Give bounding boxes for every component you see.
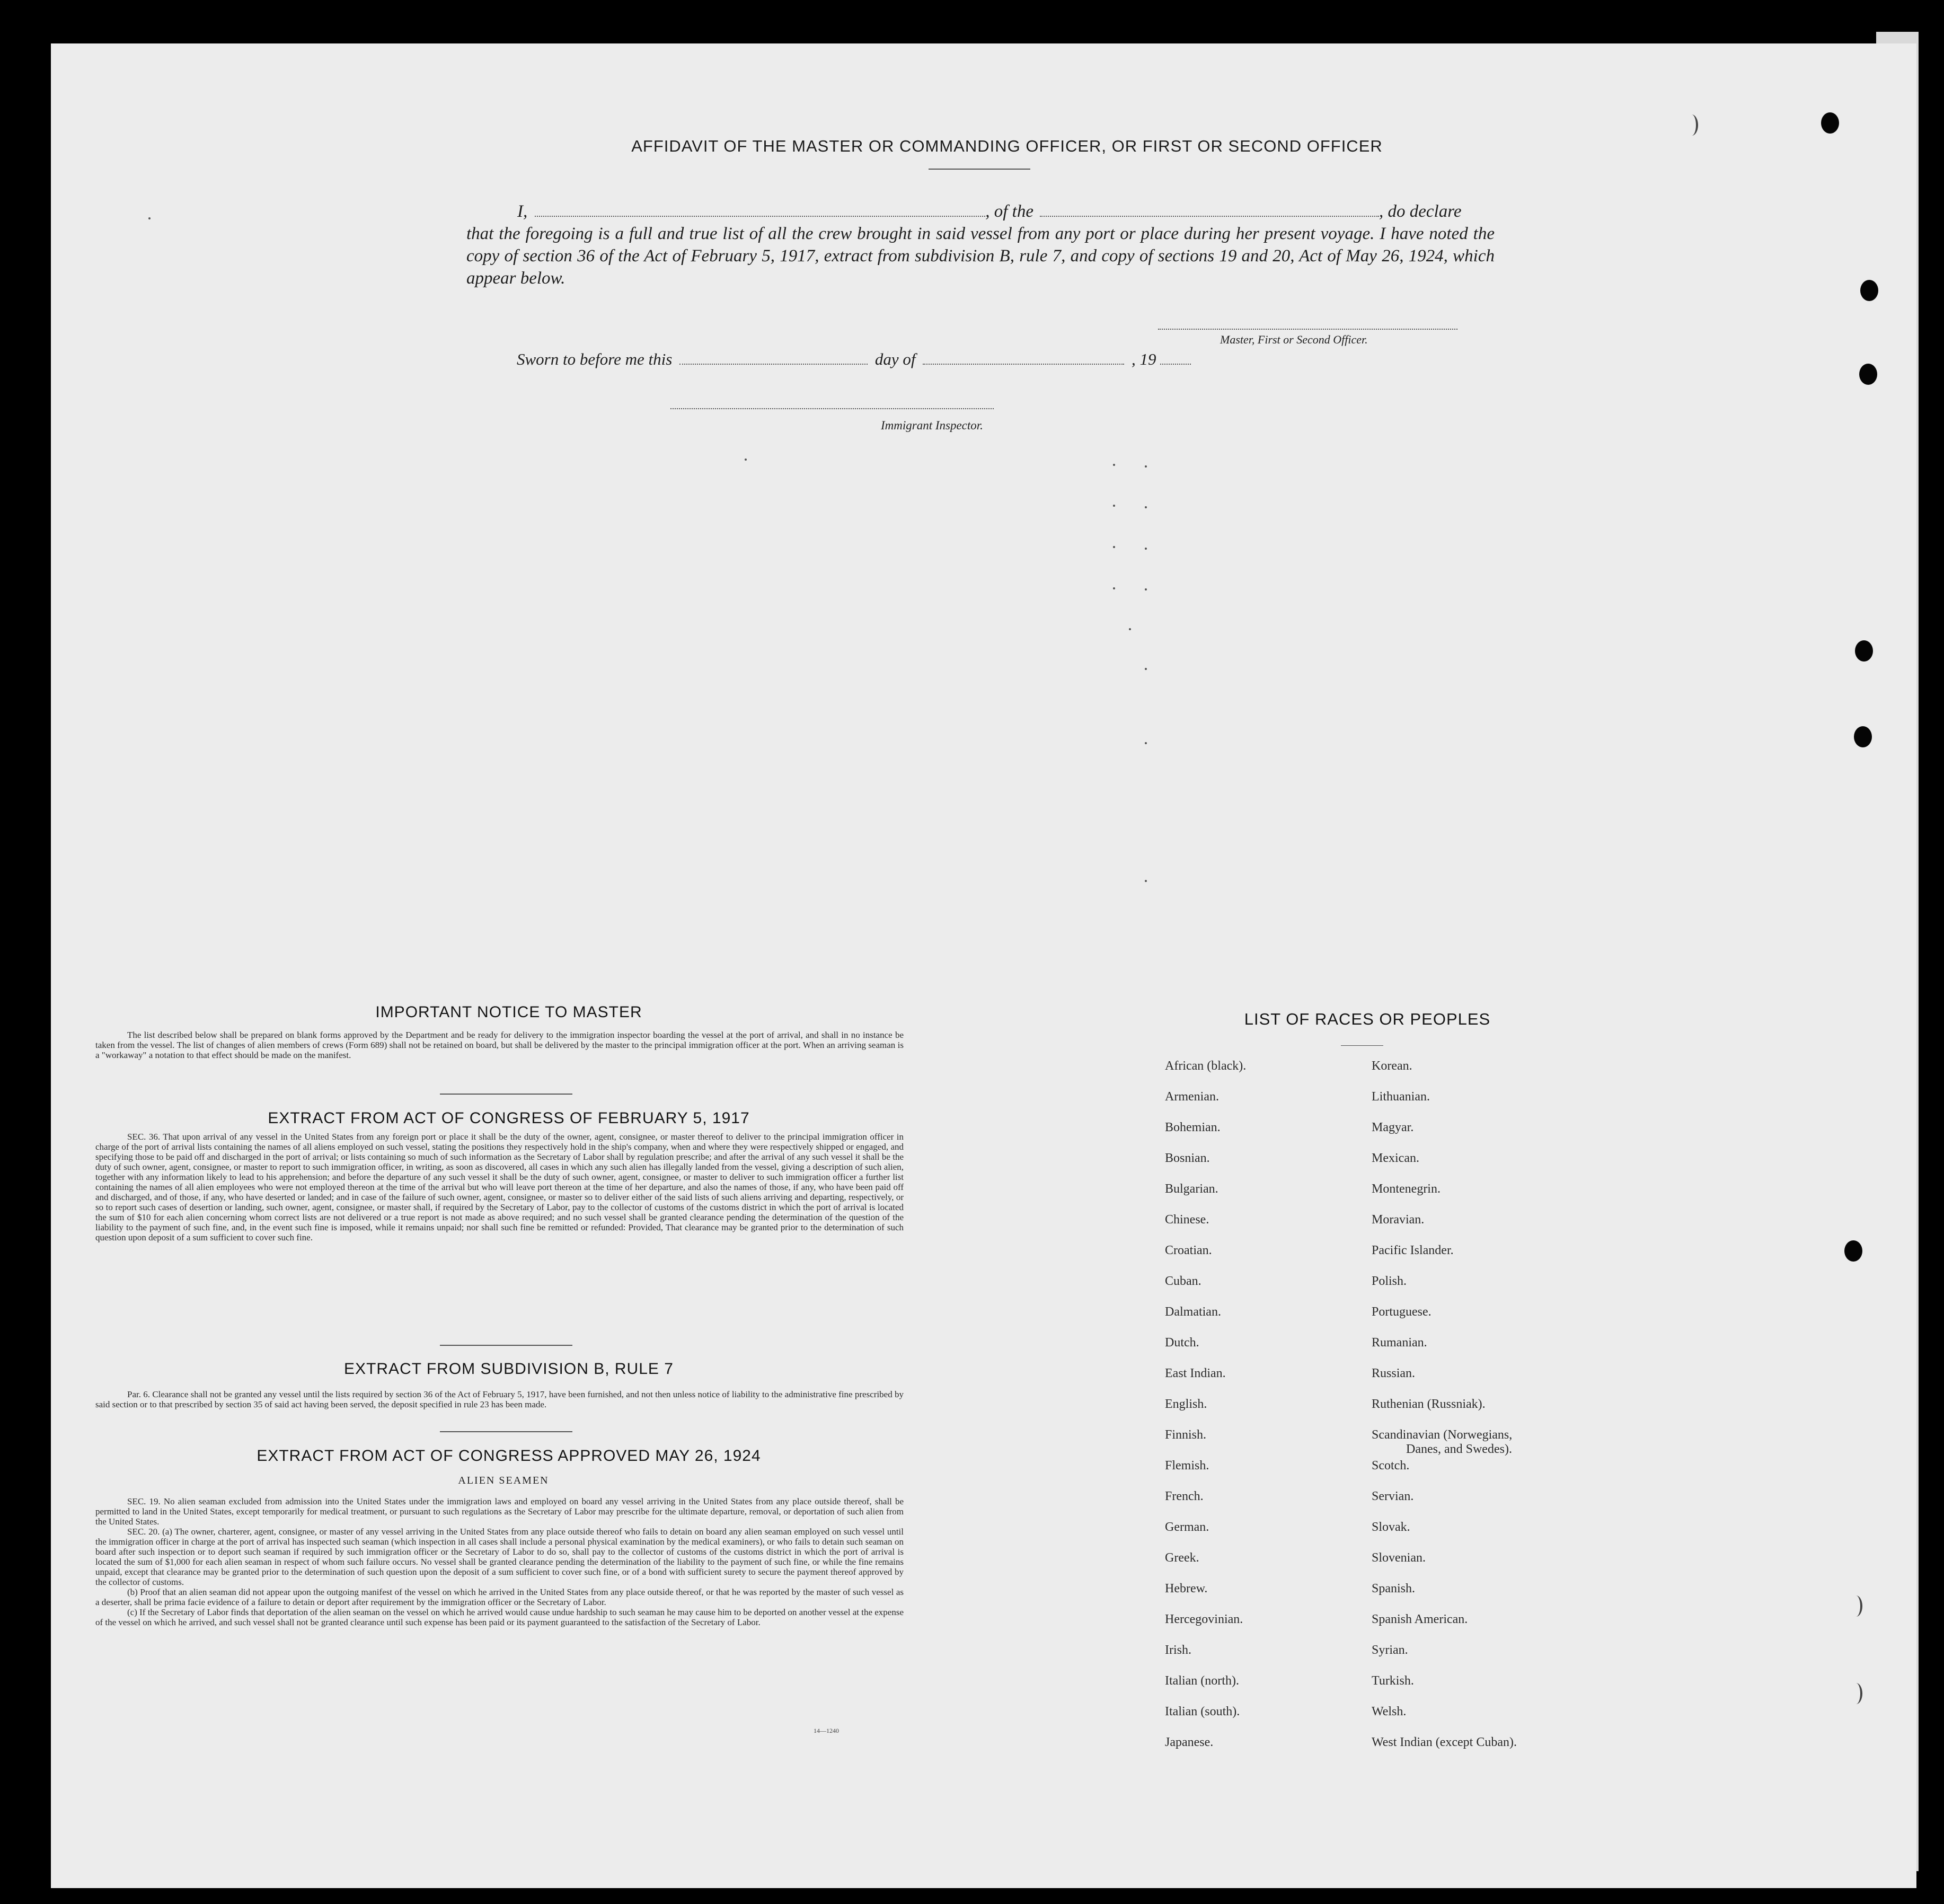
race-item: Hercegovinian. bbox=[1165, 1612, 1243, 1626]
speck bbox=[1145, 465, 1147, 468]
year-prefix: , 19 bbox=[1131, 350, 1156, 368]
race-item: Croatian. bbox=[1165, 1244, 1212, 1257]
race-item: Dutch. bbox=[1165, 1336, 1199, 1350]
race-item: Bosnian. bbox=[1165, 1151, 1210, 1165]
race-item: Mexican. bbox=[1372, 1151, 1419, 1165]
race-item: Armenian. bbox=[1165, 1090, 1219, 1104]
race-item: Korean. bbox=[1372, 1059, 1412, 1073]
form-number: 14—1240 bbox=[814, 1727, 839, 1734]
name-field[interactable] bbox=[535, 216, 985, 217]
section-36-paragraph: SEC. 36. That upon arrival of any vessel in the United States from any foreign port or place it shall be the duty of the owner, agent, consignee, or master thereof to deliver to the principal immigration officer in charge of the port of arrival lists containing the names of all aliens employed on such vessel, stating the positions they respectively hold in the ship's company, when and where they were respectively shipped or engaged, and specifying those to be paid off and discharged in the port of arrival; or lists containing so much of such information as the Secretary of Labor shall by regulation prescribe; and after the arrival of any such vessel it shall be the duty of such owner, agent, consignee, or master to report to such immigration officer, in writing, as soon as discovered, all cases in which any such alien has illegally landed from the vessel, giving a description of such alien, together with any information likely to lead to his apprehension; and before the departure of any such vessel it shall be the duty of such owner, agent, consignee, or master to deliver to such immigration officer a further list containing the names of all alien employees who were not employed thereon at the time of the arrival but who will leave port thereon at the time of her departure, and also the names of those, if any, who have been paid off and discharged, and of those, if any, who have deserted or landed; and in case of the failure of such owner, agent, consignee, or master so to deliver either of the said lists of such aliens arriving and departing, respectively, or so to report such cases of desertion or landing, such owner, agent, consignee, or master shall, if required by the Secretary of Labor, pay to the collector of customs of the customs district in which the port of arrival is located the sum of $10 for each alien concerning whom correct lists are not delivered or a true report is not made as above required; and no such vessel shall be granted clearance pending the determination of the question of the liability to the payment of such fine, and, in the event such fine is imposed, while it remains unpaid; nor shall such fine be remitted or refunded: Provided, That clearance may be granted prior to the determination of such question upon deposit of a sum sufficient to cover such fine. bbox=[95, 1132, 904, 1242]
extract-1917-divider bbox=[440, 1345, 572, 1346]
speck bbox=[1113, 505, 1115, 507]
race-item: French. bbox=[1165, 1489, 1204, 1503]
extract-1917-title: EXTRACT FROM ACT OF CONGRESS OF FEBRUARY 5, 1917 bbox=[268, 1109, 750, 1127]
race-item: West Indian (except Cuban). bbox=[1372, 1735, 1517, 1749]
race-item: Portuguese. bbox=[1372, 1305, 1432, 1319]
races-divider bbox=[1341, 1045, 1383, 1046]
race-item: Russian. bbox=[1372, 1367, 1416, 1380]
extract-1924-text bbox=[95, 1496, 904, 1627]
rule-7-text bbox=[95, 1389, 904, 1409]
rule-7-divider bbox=[440, 1431, 572, 1432]
speck bbox=[1113, 546, 1115, 548]
inspector-caption: Immigrant Inspector. bbox=[881, 419, 983, 432]
declaration-body: that the foregoing is a full and true list of all the crew brought in said vessel from any port or place during her present voyage. I have noted the copy of section 36 of the Act of February 5, 1917, extract from subdivision B, rule 7, and copy of sections 19 and 20, Act of May 26, 1924, which appear below. bbox=[466, 224, 1495, 288]
race-item: Spanish. bbox=[1372, 1582, 1416, 1596]
notice-divider bbox=[440, 1094, 572, 1095]
vessel-field[interactable] bbox=[1040, 216, 1379, 217]
race-item: Greek. bbox=[1165, 1551, 1199, 1565]
inspector-signature-line[interactable] bbox=[670, 408, 994, 409]
declaration-first-line bbox=[466, 200, 1495, 223]
race-item: Rumanian. bbox=[1372, 1336, 1427, 1350]
race-item: Welsh. bbox=[1372, 1705, 1407, 1718]
speck bbox=[148, 217, 151, 219]
race-item: Danes, and Swedes). bbox=[1406, 1442, 1512, 1456]
race-item: Finnish. bbox=[1165, 1428, 1207, 1442]
section-19-paragraph: SEC. 19. No alien seaman excluded from admission into the United States under the immigration laws and employed on board any vessel arriving in the United States from any place outside thereof, shall be permitted to land in the United States, except temporarily for medical treatment, or pursuant to such regulations as the Secretary of Labor may prescribe for the ultimate departure, removal, or deportation of such alien from the United States. bbox=[95, 1496, 904, 1527]
rule-7-title: EXTRACT FROM SUBDIVISION B, RULE 7 bbox=[344, 1360, 674, 1378]
speck bbox=[1145, 668, 1147, 670]
speck bbox=[1145, 588, 1147, 590]
punch-hole bbox=[1850, 1683, 1862, 1704]
race-item: Ruthenian (Russniak). bbox=[1372, 1397, 1486, 1411]
declaration bbox=[466, 200, 1495, 289]
punch-hole bbox=[1859, 364, 1877, 385]
race-item: Cuban. bbox=[1165, 1274, 1201, 1288]
day-of-label: day of bbox=[874, 350, 916, 368]
sworn-prefix: Sworn to before me this bbox=[517, 350, 673, 368]
race-item: Hebrew. bbox=[1165, 1582, 1208, 1596]
speck bbox=[1113, 464, 1115, 466]
race-item: Italian (north). bbox=[1165, 1674, 1239, 1688]
speck bbox=[1145, 506, 1147, 508]
rule-7-paragraph: Par. 6. Clearance shall not be granted any vessel until the lists required by section 36 of the Act of February 5, 1917, have been furnished, and not then unless notice of liability to the administrative fine prescribed by said section or to that prescribed by section 35 of said act having been served, the deposit specified in rule 23 has been made. bbox=[95, 1389, 904, 1409]
race-item: Magyar. bbox=[1372, 1121, 1414, 1134]
affidavit-title: AFFIDAVIT OF THE MASTER OR COMMANDING OFFICER, OR FIRST OR SECOND OFFICER bbox=[631, 137, 1383, 155]
title-divider bbox=[929, 169, 1030, 170]
speck bbox=[1129, 628, 1131, 630]
race-item: Turkish. bbox=[1372, 1674, 1414, 1688]
race-item: Bulgarian. bbox=[1165, 1182, 1218, 1196]
punch-hole bbox=[1685, 114, 1698, 136]
race-item: Slovak. bbox=[1372, 1520, 1410, 1534]
notice-title: IMPORTANT NOTICE TO MASTER bbox=[375, 1003, 642, 1021]
alien-seamen-subtitle: ALIEN SEAMEN bbox=[458, 1475, 549, 1486]
race-item: Scandinavian (Norwegians, bbox=[1372, 1428, 1513, 1442]
race-item: Flemish. bbox=[1165, 1459, 1209, 1473]
extract-1917-text bbox=[95, 1132, 904, 1242]
notice-paragraph: The list described below shall be prepared on blank forms approved by the Department and be ready for delivery to the immigration inspector boarding the vessel at the port of arrival, and shall in no instance be taken from the vessel. The list of changes of alien members of crews (Form 689) shall not be retained on board, but shall be delivered by the master to the principal immigration officer at the port. When an arriving seaman is a "workaway" a notation to that effect should be made on the manifest. bbox=[95, 1030, 904, 1060]
race-item: English. bbox=[1165, 1397, 1207, 1411]
punch-hole bbox=[1860, 280, 1878, 301]
speck bbox=[1145, 742, 1147, 744]
sworn-month-field[interactable] bbox=[923, 364, 1124, 365]
sworn-year-field[interactable] bbox=[1160, 364, 1191, 365]
punch-hole bbox=[1854, 726, 1872, 747]
races-title: LIST OF RACES OR PEOPLES bbox=[1244, 1010, 1491, 1028]
race-item: Pacific Islander. bbox=[1372, 1244, 1454, 1257]
race-item: Slovenian. bbox=[1372, 1551, 1426, 1565]
section-20c-paragraph: (c) If the Secretary of Labor finds that deportation of the alien seaman on the vessel on which he arrived would cause undue hardship to such seaman he may cause him to be deported on another vessel at the expense of the vessel on which he arrived, and such vessel shall not be granted clearance until such expense has been paid or its payment guaranteed to the satisfaction of the Secretary of Labor. bbox=[95, 1607, 904, 1627]
race-item: Lithuanian. bbox=[1372, 1090, 1430, 1104]
i-label: I, bbox=[517, 202, 528, 221]
race-item: East Indian. bbox=[1165, 1367, 1226, 1380]
race-item: Scotch. bbox=[1372, 1459, 1410, 1473]
speck bbox=[745, 459, 747, 461]
race-item: Dalmatian. bbox=[1165, 1305, 1221, 1319]
race-item: Irish. bbox=[1165, 1643, 1191, 1657]
section-20a-paragraph: SEC. 20. (a) The owner, charterer, agent, consignee, or master of any vessel arriving in the United States from any place outside thereof who fails to detain on board any alien seaman employed on such vessel until the immigration officer in charge at the port of arrival has inspected such seaman (which inspection in all cases shall include a personal physical examination by the medical examiners), or who fails to detain such seaman on board after such inspection or to deport such seaman if required by such immigration officer or the Secretary of Labor to do so, shall pay to the collector of customs of the customs district in which the port of arrival is located the sum of $1,000 for each alien seaman in respect of whom such failure occurs. No vessel shall be granted clearance pending the determination of the liability to the payment of such fine, or while the fine remains unpaid, except that clearance may be granted prior to the determination of such question upon the deposit of a sum sufficient to cover such fine, or of a bond with sufficient surety to secure the payment thereof approved by the collector of customs. bbox=[95, 1527, 904, 1587]
of-the-label: , of the bbox=[985, 202, 1033, 221]
sworn-line bbox=[517, 350, 1259, 369]
race-item: Servian. bbox=[1372, 1489, 1414, 1503]
do-declare-label: , do declare bbox=[1379, 202, 1462, 221]
race-item: Bohemian. bbox=[1165, 1121, 1221, 1134]
punch-hole bbox=[1850, 1596, 1862, 1617]
master-caption: Master, First or Second Officer. bbox=[1220, 333, 1368, 346]
race-item: Montenegrin. bbox=[1372, 1182, 1441, 1196]
notice-text bbox=[95, 1030, 904, 1060]
race-item: German. bbox=[1165, 1520, 1209, 1534]
extract-1924-title: EXTRACT FROM ACT OF CONGRESS APPROVED MAY 26, 1924 bbox=[257, 1447, 761, 1465]
speck bbox=[1145, 548, 1147, 550]
race-item: Syrian. bbox=[1372, 1643, 1408, 1657]
race-item: African (black). bbox=[1165, 1059, 1247, 1073]
punch-hole bbox=[1855, 640, 1873, 662]
master-signature-line[interactable] bbox=[1158, 329, 1457, 330]
punch-hole bbox=[1844, 1240, 1862, 1262]
race-item: Italian (south). bbox=[1165, 1705, 1240, 1718]
race-item: Spanish American. bbox=[1372, 1612, 1468, 1626]
punch-hole bbox=[1821, 112, 1839, 134]
race-item: Chinese. bbox=[1165, 1213, 1209, 1227]
speck bbox=[1145, 880, 1147, 882]
race-item: Polish. bbox=[1372, 1274, 1407, 1288]
speck bbox=[1113, 587, 1115, 589]
section-20b-paragraph: (b) Proof that an alien seaman did not appear upon the outgoing manifest of the vessel on which he arrived in the United States from any place outside thereof, or that he was reported by the master of such vessel as a deserter, shall be prima facie evidence of a failure to detain or deport after requirement by the immigration officer or the Secretary of Labor. bbox=[95, 1587, 904, 1607]
sworn-day-field[interactable] bbox=[679, 364, 868, 365]
race-item: Moravian. bbox=[1372, 1213, 1425, 1227]
race-item: Japanese. bbox=[1165, 1735, 1214, 1749]
